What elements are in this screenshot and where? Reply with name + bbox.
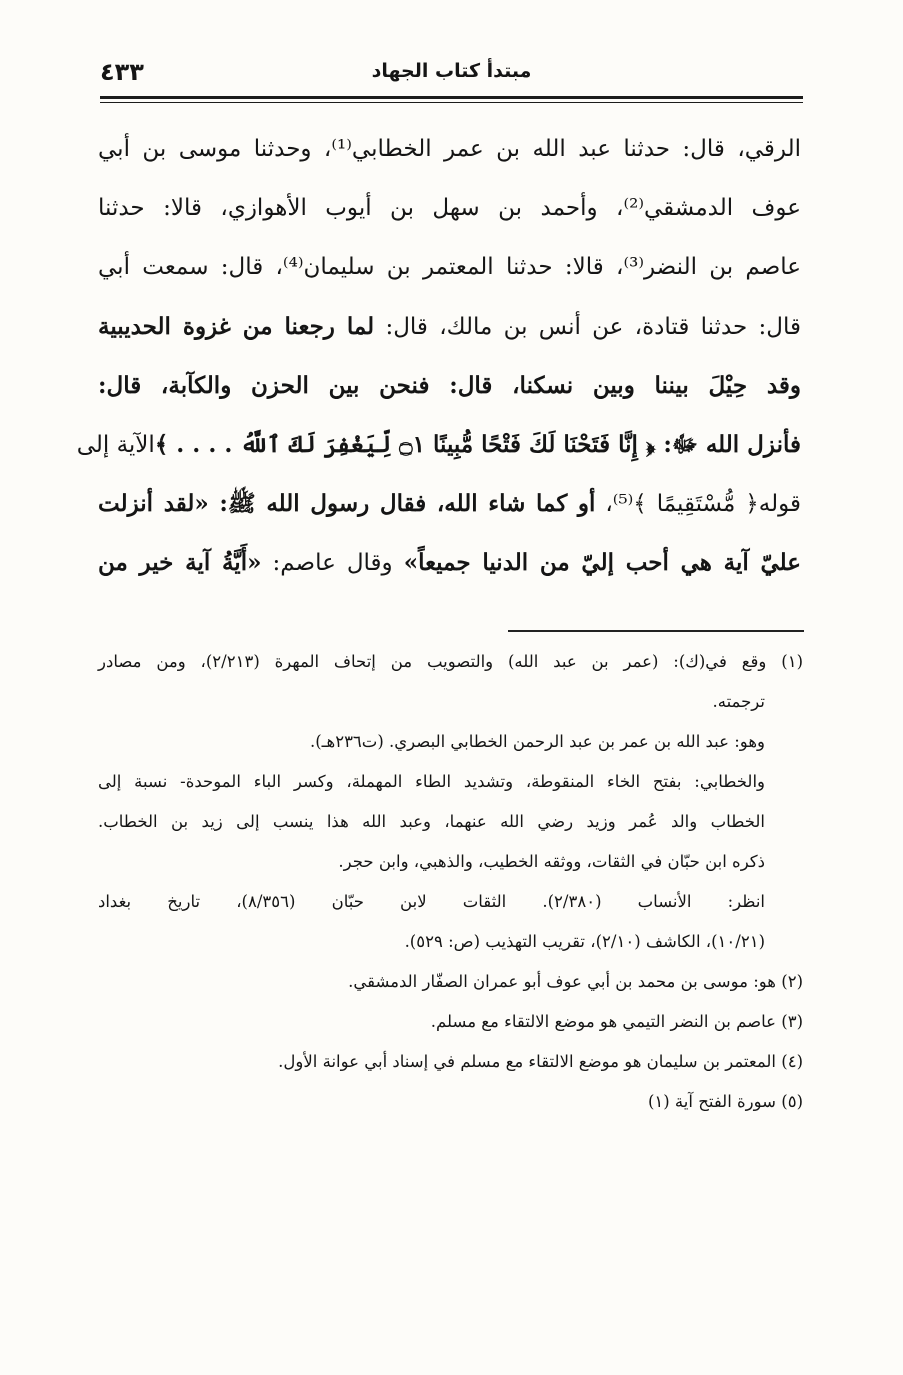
text-line — [98, 474, 801, 533]
text-segment: عوف الدمشقي⁽²⁾، وأحمد بن سهل بن أيوب الأهوازي، قالا: حدثنا — [98, 195, 801, 221]
footnote-line: (٢) هو: موسى بن محمد بن أبي عوف أبو عمران الصفّار الدمشقي. — [348, 972, 803, 991]
text-segment: الآية إلى — [76, 432, 155, 458]
page-header — [100, 58, 803, 98]
running-title: مبتدأ كتاب الجهاد — [371, 60, 532, 82]
footnote-line: انظر: الأنساب (٢/٣٨٠). الثقات لابن حبّان (٨/٣٥٦)، تاريخ بغداد — [98, 892, 766, 911]
text-segment: قوله﴿ مُّسْتَقِيمًا ﴾⁽⁵⁾، — [595, 491, 802, 517]
text-segment: الرقي، قال: حدثنا عبد الله بن عمر الخطابي⁽¹⁾، وحدثنا موسى بن أبي — [98, 136, 801, 162]
header-rule — [100, 96, 803, 99]
text-line — [98, 179, 801, 238]
page-number: ٤٣٣ — [100, 58, 144, 86]
footnote-line: (٣) عاصم بن النضر التيمي هو موضع الالتقاء مع مسلم. — [430, 1012, 803, 1031]
text-segment: وقال عاصم: — [261, 550, 404, 576]
footnote-line: ترجمته. — [712, 692, 765, 711]
footnote-line: وهو: عبد الله بن عمر بن عبد الرحمن الخطابي البصري. (ت٢٣٦هـ). — [309, 732, 765, 751]
footnote-line: (١) وقع في(ك): (عمر بن عبد الله) والتصويب من إتحاف المهرة (٢/٢١٣)، ومن مصادر — [98, 652, 803, 671]
header-rule-thin — [100, 102, 803, 103]
text-line — [98, 120, 801, 179]
text-line — [98, 238, 801, 297]
text-line — [76, 415, 801, 474]
footnote-line: الخطاب والد عُمر وزيد رضي الله عنهما، وعبد الله هذا ينسب إلى زيد بن الخطاب. — [98, 812, 765, 831]
footnote-line: (٤) المعتمر بن سليمان هو موضع الالتقاء مع مسلم في إسناد أبي عوانة الأول. — [278, 1052, 803, 1071]
footnotes — [98, 642, 803, 1122]
bold-text-segment: لما رجعنا من غزوة الحديبية — [98, 313, 375, 340]
bold-text-segment: أو كما شاء الله، فقال رسول الله ﷺ: «لقد أنزلت — [98, 490, 596, 517]
main-text — [76, 120, 802, 592]
footnote-line: (٥) سورة الفتح آية (١) — [647, 1092, 803, 1111]
bold-text-segment: عليّ آية هي أحب إليّ من الدنيا جميعاً» — [403, 549, 802, 576]
text-line — [98, 356, 801, 415]
footnote-line: ذكره ابن حبّان في الثقات، ووثقه الخطيب، والذهبي، وابن حجر. — [338, 852, 765, 871]
footnote-line: (١٠/٢١)، الكاشف (٢/١٠)، تقريب التهذيب (ص: ٥٢٩). — [404, 932, 765, 951]
text-line — [98, 533, 801, 592]
text-line — [98, 297, 801, 356]
bold-text-segment: «أَيَّةُ آية خير من — [98, 549, 262, 576]
bold-text-segment: فأنزل الله ﷻ: ﴿ إِنَّا فَتَحْنَا لَكَ فَتْحًا مُّبِينًا ۝١ لِّيَغْفِرَ لَكَ ٱللَّهُ . . . . ﴾ — [154, 431, 801, 458]
text-segment: قال: حدثنا قتادة، عن أنس بن مالك، قال: — [374, 314, 801, 340]
footnote-separator — [508, 630, 804, 632]
bold-text-segment: وقد حِيْلَ بيننا وبين نسكنا، قال: فنحن بين الحزن والكآبة، قال: — [98, 372, 801, 399]
text-segment: عاصم بن النضر⁽³⁾، قالا: حدثنا المعتمر بن سليمان⁽⁴⁾، قال: سمعت أبي — [98, 254, 802, 280]
footnote-line: والخطابي: بفتح الخاء المنقوطة، وتشديد الطاء المهملة، وكسر الباء الموحدة- نسبة إلى — [98, 772, 765, 791]
